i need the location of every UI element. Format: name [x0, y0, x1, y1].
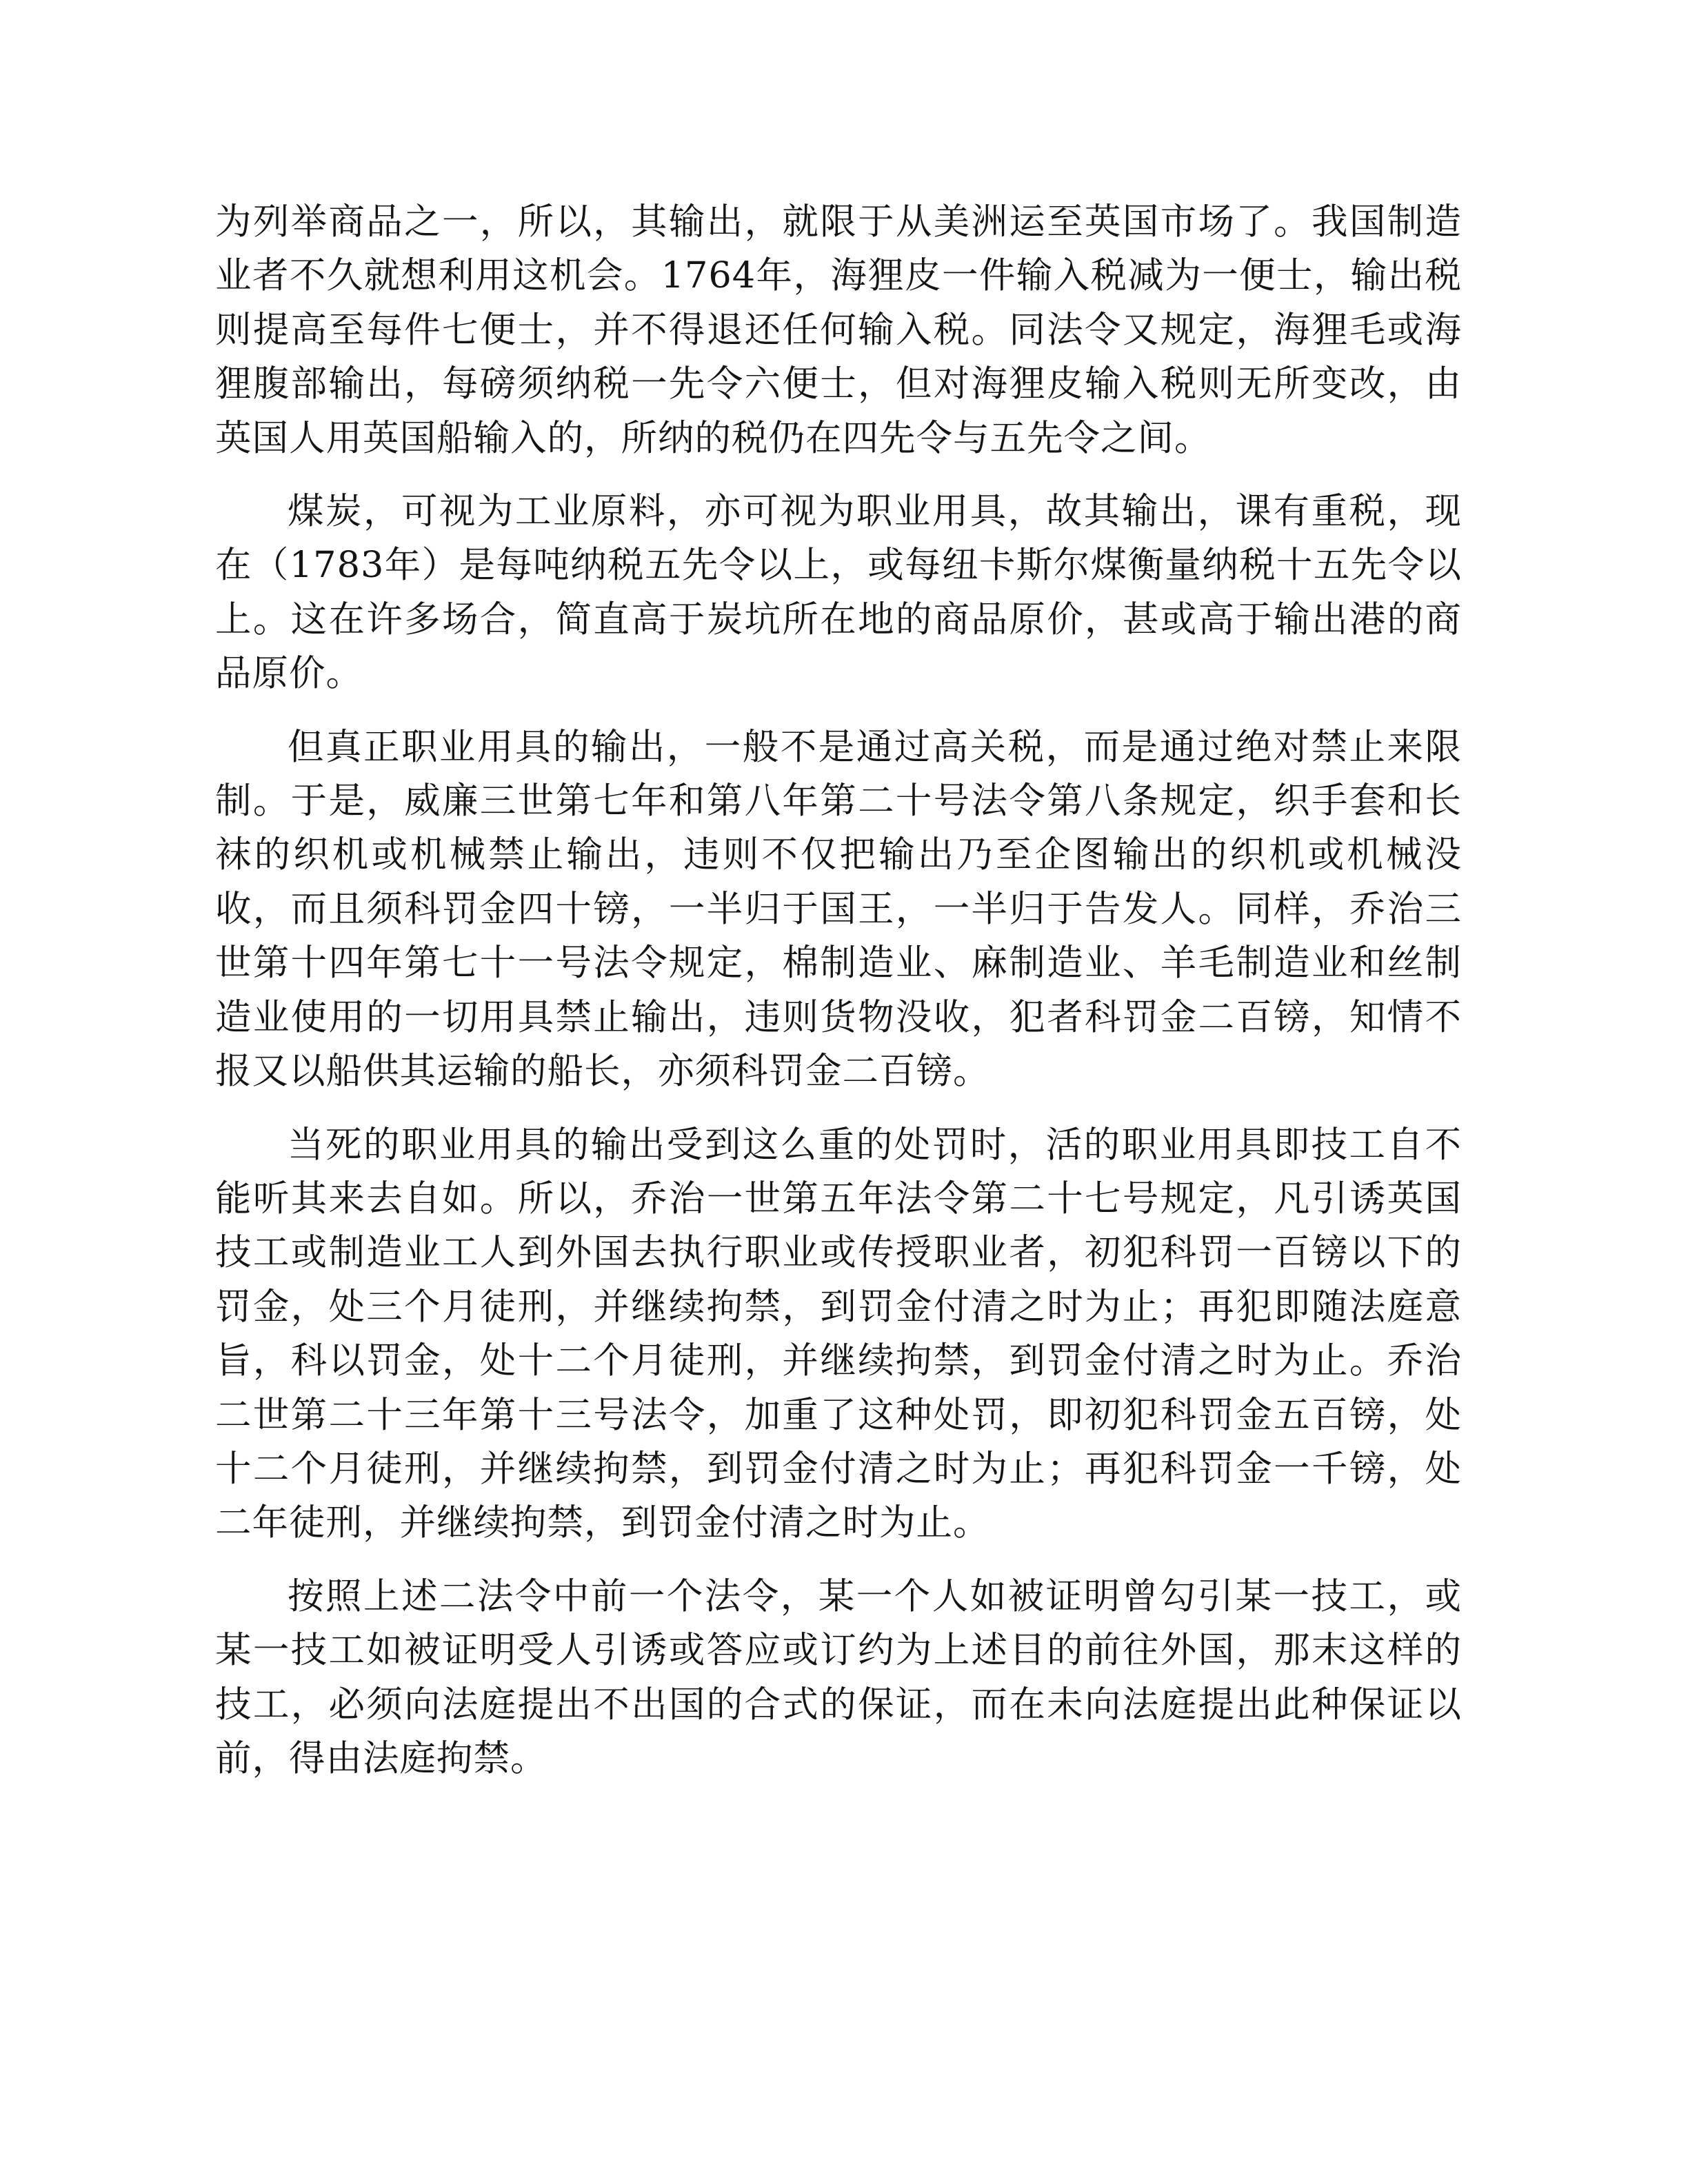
paragraph-1: 为列举商品之一，所以，其输出，就限于从美洲运至英国市场了。我国制造业者不久就想利用这机会。1764年，海狸皮一件输入税减为一便士，输出税则提高至每件七便士，并不得退还任何输入税。同法令又规定，海狸毛或海狸腹部输出，每磅须纳税一先令六便士，但对海狸皮输入税则无所变改，由英国人用英国船输入的，所纳的税仍在四先令与五先令之间。 [215, 201, 1462, 459]
body-text [215, 195, 1462, 1786]
paragraph-3: 但真正职业用具的输出，一般不是通过高关税，而是通过绝对禁止来限制。于是，威廉三世第七年和第八年第二十号法令第八条规定，织手套和长袜的织机或机械禁止输出，违则不仅把输出乃至企图输出的织机或机械没收，而且须科罚金四十镑，一半归于国王，一半归于告发人。同样，乔治三世第十四年第七十一号法令规定，棉制造业、麻制造业、羊毛制造业和丝制造业使用的一切用具禁止输出，违则货物没收，犯者科罚金二百镑，知情不报又以船供其运输的船长，亦须科罚金二百镑。 [215, 725, 1462, 1093]
paragraph-2: 煤炭，可视为工业原料，亦可视为职业用具，故其输出，课有重税，现在（1783年）是每吨纳税五先令以上，或每纽卡斯尔煤衡量纳税十五先令以上。这在许多场合，简直高于炭坑所在地的商品原价，甚或高于输出港的商品原价。 [215, 490, 1462, 695]
paragraph-4: 当死的职业用具的输出受到这么重的处罚时，活的职业用具即技工自不能听其来去自如。所以，乔治一世第五年法令第二十七号规定，凡引诱英国技工或制造业工人到外国去执行职业或传授职业者，初犯科罚一百镑以下的罚金，处三个月徒刑，并继续拘禁，到罚金付清之时为止；再犯即随法庭意旨，科以罚金，处十二个月徒刑，并继续拘禁，到罚金付清之时为止。乔治二世第二十三年第十三号法令，加重了这种处罚，即初犯科罚金五百镑，处十二个月徒刑，并继续拘禁，到罚金付清之时为止；再犯科罚金一千镑，处二年徒刑，并继续拘禁，到罚金付清之时为止。 [215, 1123, 1462, 1544]
paragraph-5: 按照上述二法令中前一个法令，某一个人如被证明曾勾引某一技工，或某一技工如被证明受人引诱或答应或订约为上述目的前往外国，那末这样的技工，必须向法庭提出不出国的合式的保证，而在未向法庭提出此种保证以前，得由法庭拘禁。 [215, 1575, 1462, 1779]
